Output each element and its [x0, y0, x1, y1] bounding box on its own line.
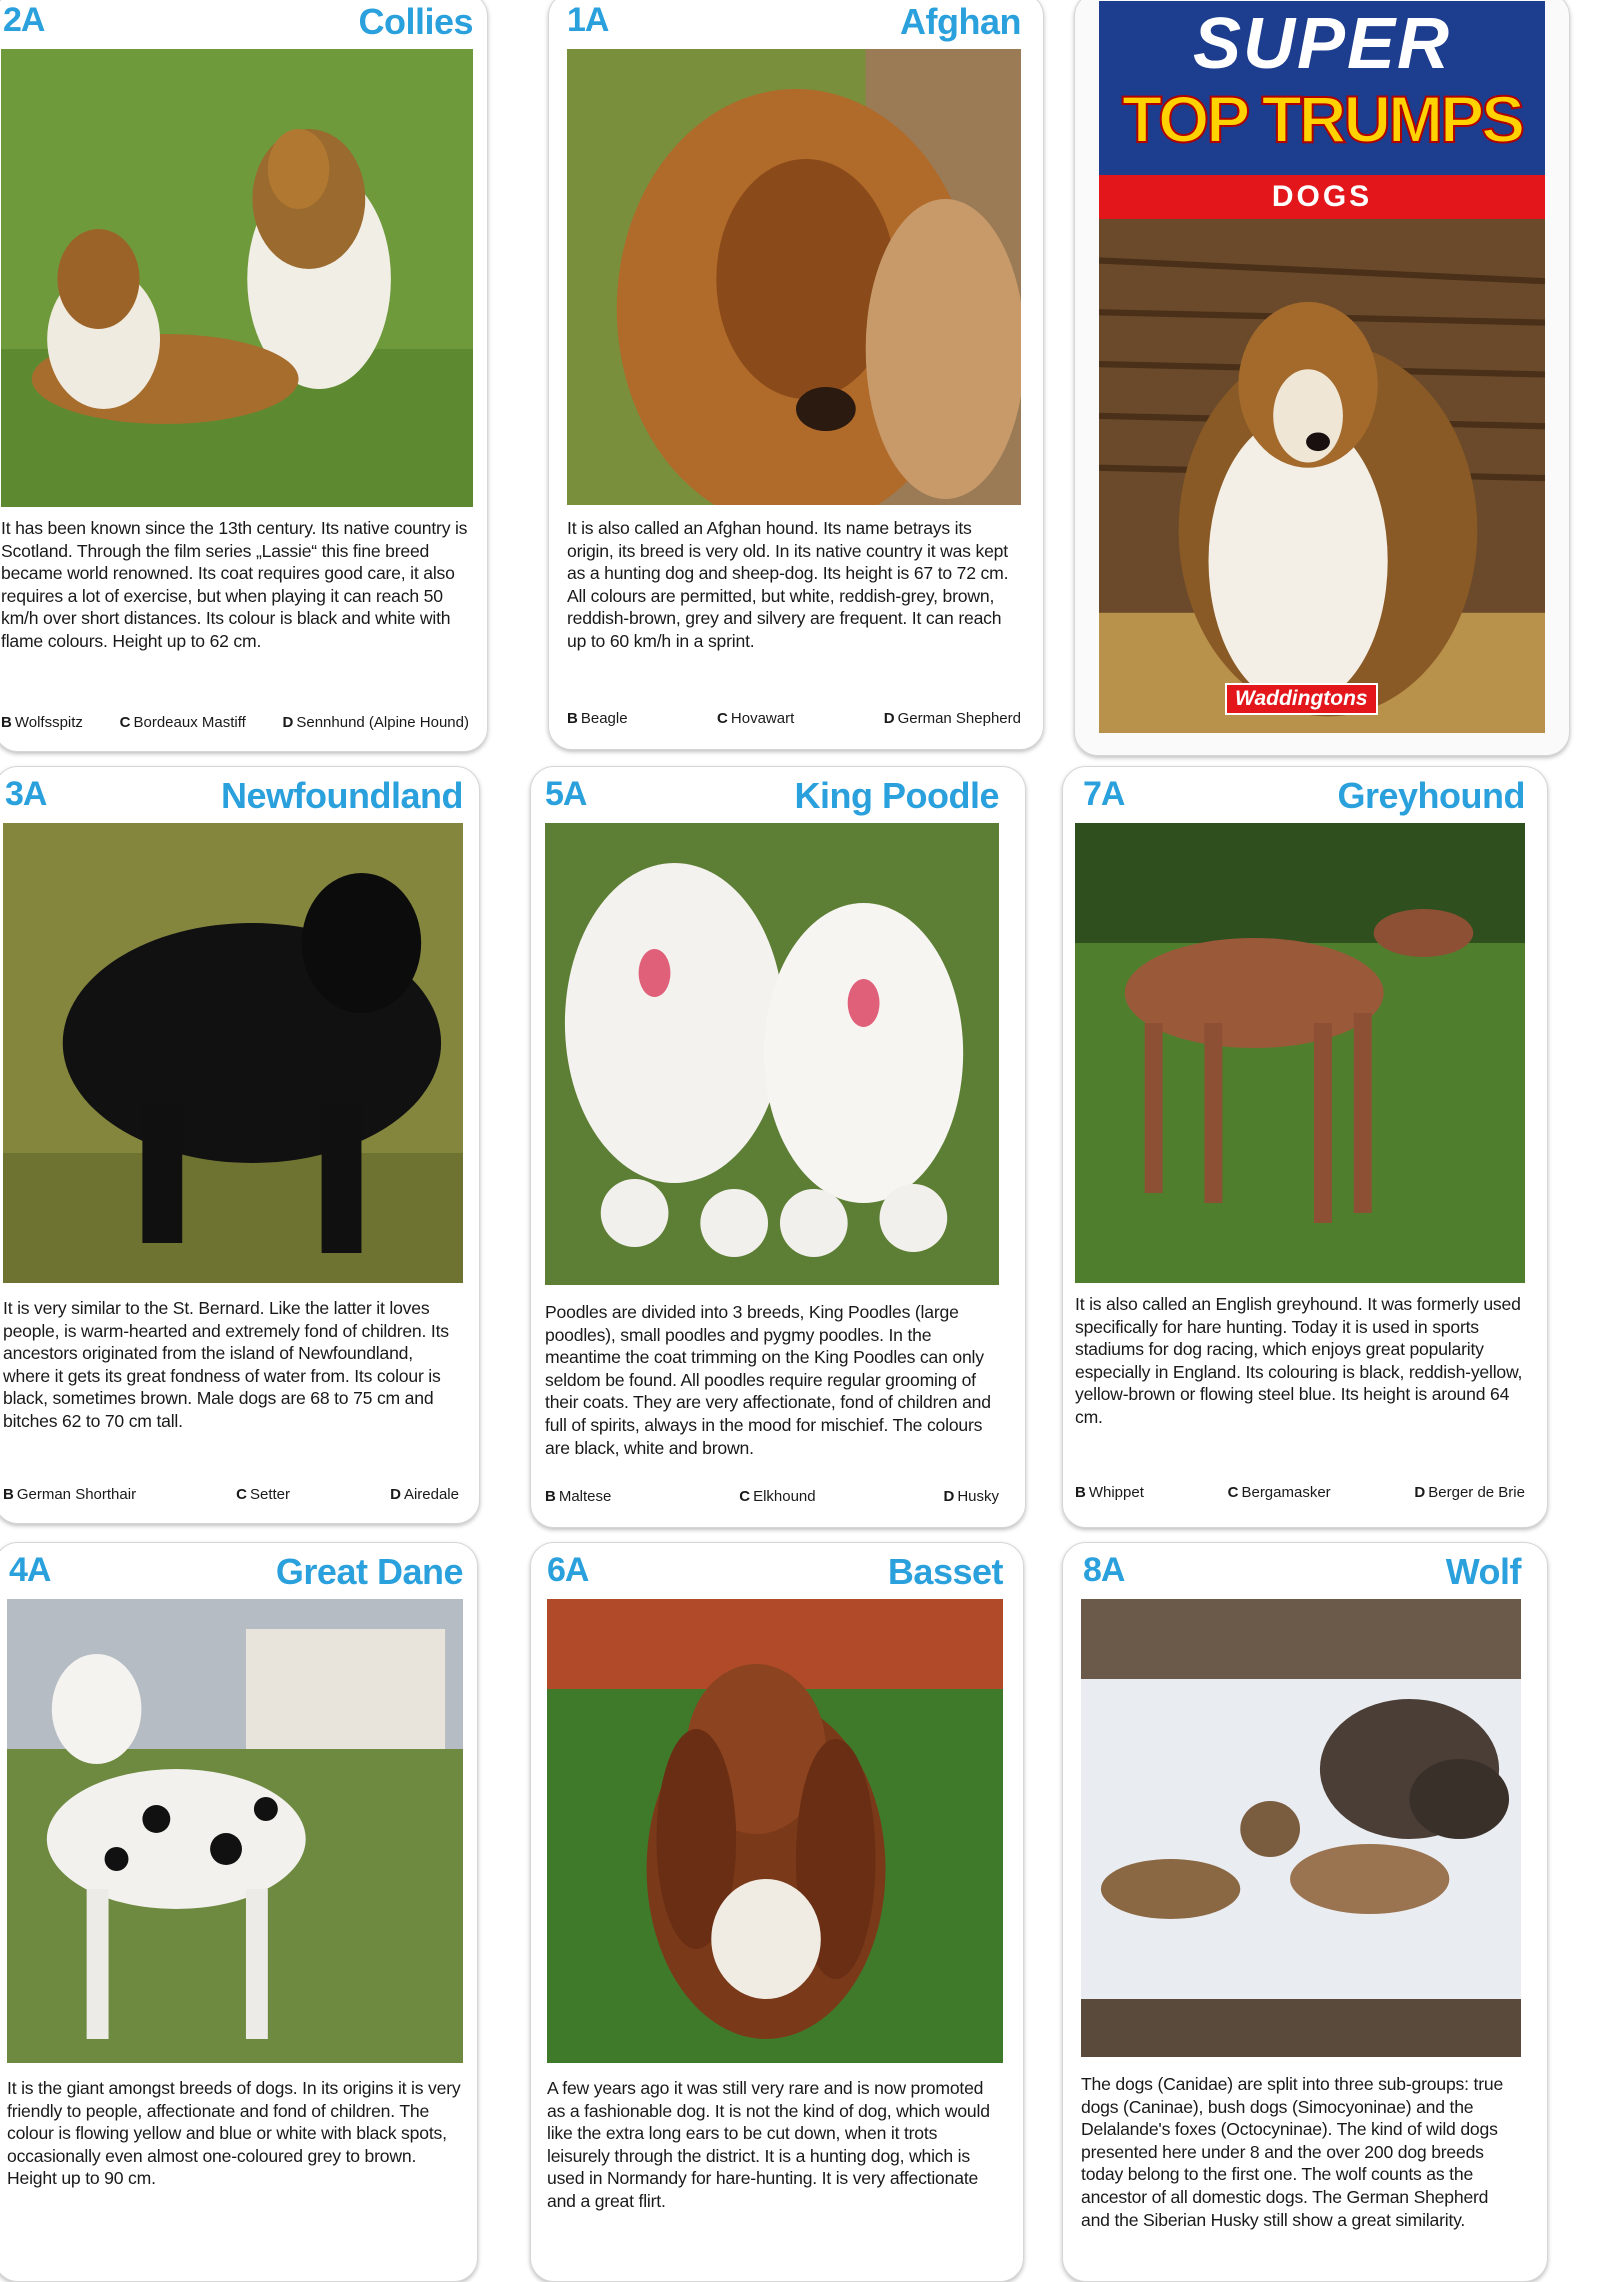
option-c: C Hovawart [717, 710, 795, 727]
card-options [545, 1488, 999, 1505]
option-b: B Wolfsspitz [1, 714, 83, 731]
option-c: C Bergamasker [1227, 1484, 1331, 1501]
newfoundland-photo [3, 823, 463, 1283]
option-b: B Beagle [567, 710, 628, 727]
card-title: Afghan [900, 1, 1021, 42]
card-options [1, 714, 469, 731]
card-options [1075, 1484, 1525, 1501]
greyhound-photo [1075, 823, 1525, 1283]
brand-logo: Waddingtons [1225, 683, 1378, 715]
card-title: Greyhound [1337, 775, 1525, 816]
card-code: 2A [3, 1, 45, 39]
option-b: B German Shorthair [3, 1486, 137, 1503]
cover-title: TOP TRUMPS [1121, 82, 1523, 156]
card-great-dane[interactable] [0, 1542, 478, 2282]
poodle-photo [545, 823, 999, 1285]
cover-card[interactable] [1074, 0, 1570, 756]
basset-photo [547, 1599, 1003, 2063]
card-code: 6A [547, 1551, 589, 1589]
card-title: Collies [358, 1, 473, 42]
card-description: Poodles are divided into 3 breeds, King Poodles (large poodles), small poodles and pygmy poodles. In the meantime the coat trimming on the King Poodles can only seldom be found. All poodles require regular grooming of their coats. They are very affectionate, fond of children and full of spirits, always in the mood for mischief. The colours are black, white and brown. [545, 1302, 991, 1458]
card-code: 7A [1083, 775, 1125, 813]
option-d: D German Shepherd [883, 710, 1021, 727]
great-dane-photo [7, 1599, 463, 2063]
card-newfoundland[interactable] [0, 766, 480, 1524]
card-options [3, 1486, 459, 1503]
card-description: The dogs (Canidae) are split into three sub-groups: true dogs (Caninae), bush dogs (Simocyoninae) and the Delalande's foxes (Octocyninae). The kind of wild dogs presented here under 8 and the over 200 dog breeds today belong to the first one. The wolf counts as the ancestor of all domestic dogs. The German Shepherd and the Siberian Husky still show a great similarity. [1081, 2074, 1504, 2230]
card-description: It is very similar to the St. Bernard. Like the latter it loves people, is warm-hearted and extremely fond of children. Its ancestors originated from the island of Newfoundland, where it gets its great fondness of water from. Its colour is black, sometimes brown. Male dogs are 68 to 75 cm and bitches 62 to 70 cm tall. [3, 1298, 449, 1431]
option-d: D Berger de Brie [1414, 1484, 1525, 1501]
option-b: B Whippet [1075, 1484, 1144, 1501]
option-d: D Sennhund (Alpine Hound) [282, 714, 469, 731]
afghan-photo [567, 49, 1021, 505]
option-c: C Bordeaux Mastiff [119, 714, 246, 731]
collies-photo [1, 49, 473, 507]
card-description: It is also called an English greyhound. It was formerly used specifically for hare hunting. Today it is used in sports stadiums for dog racing, which enjoys great popularity especially in England. Its colouring is black, reddish-yellow, yellow-brown or flowing steel blue. Its height is around 64 cm. [1075, 1294, 1523, 1427]
cover-photo [1099, 219, 1545, 733]
option-d: D Husky [943, 1488, 999, 1505]
option-d: D Airedale [390, 1486, 459, 1503]
option-c: C Setter [236, 1486, 291, 1503]
option-c: C Elkhound [739, 1488, 816, 1505]
card-basset[interactable] [530, 1542, 1024, 2282]
card-title: Basset [887, 1551, 1003, 1592]
wolf-photo [1081, 1599, 1521, 2057]
card-description: It is the giant amongst breeds of dogs. In its origins it is very friendly to people, affectionate and fond of children. The colour is flowing yellow and blue or white with black spots, occasionally even almost one-coloured grey to brown. Height up to 90 cm. [7, 2078, 461, 2189]
card-description: A few years ago it was still very rare and is now promoted as a fashionable dog. It is not the kind of dog, which would like the extra long ears to be cut down, when it trots leisurely through the district. It is a hunting dog, which is used in Normandy for hare-hunting. It is very affectionate and a great flirt. [547, 2078, 990, 2211]
card-description: It has been known since the 13th century. Its native country is Scotland. Through the film series „Lassie“ this fine breed became world renowned. Its coat requires good care, it also requires a lot of exercise, but when playing it can reach 50 km/h over short distances. Its colour is black and white with flame colours. Height up to 62 cm. [1, 518, 468, 651]
cover-header [1099, 1, 1545, 175]
card-collies[interactable] [0, 0, 488, 752]
cover-subtitle: DOGS [1099, 175, 1545, 219]
cover-super: SUPER [1192, 4, 1452, 84]
card-title: Newfoundland [221, 775, 463, 816]
card-code: 1A [567, 1, 609, 39]
card-wolf[interactable] [1062, 1542, 1548, 2282]
card-afghan[interactable] [548, 0, 1044, 750]
card-code: 4A [9, 1551, 51, 1589]
card-description: It is also called an Afghan hound. Its name betrays its origin, its breed is very old. In its native country it was kept as a hunting dog and sheep-dog. Its height is 67 to 72 cm. All colours are permitted, but white, reddish-grey, brown, reddish-brown, grey and silvery are frequent. It can reach up to 60 km/h in a sprint. [567, 518, 1009, 651]
card-king-poodle[interactable] [530, 766, 1026, 1528]
card-title: Great Dane [275, 1551, 463, 1592]
option-b: B Maltese [545, 1488, 612, 1505]
card-code: 3A [5, 775, 47, 813]
card-title: Wolf [1445, 1551, 1521, 1592]
card-title: King Poodle [794, 775, 999, 816]
card-code: 5A [545, 775, 587, 813]
card-code: 8A [1083, 1551, 1125, 1589]
card-options [567, 710, 1021, 727]
card-greyhound[interactable] [1062, 766, 1548, 1528]
